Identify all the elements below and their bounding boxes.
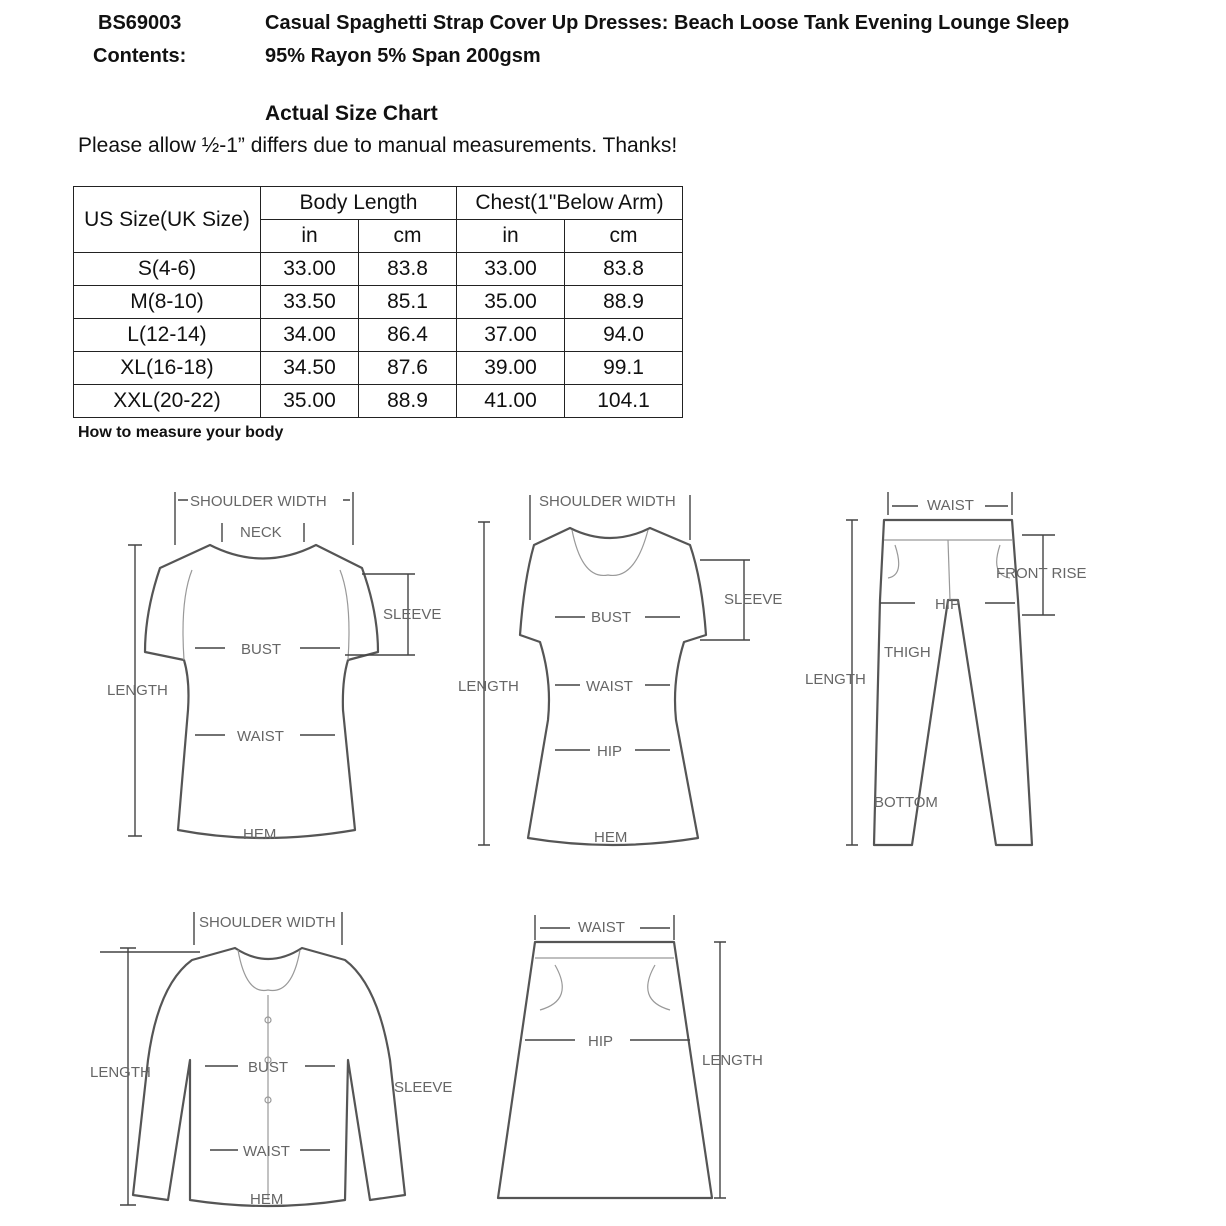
cell-chest-cm: 99.1 xyxy=(565,352,683,385)
measurement-note: Please allow ½-1” differs due to manual measurements. Thanks! xyxy=(78,134,678,157)
shirt-sleeve-label: SLEEVE xyxy=(394,1079,453,1096)
dress-hip-label: HIP xyxy=(597,743,623,760)
tshirt-shoulder-label: SHOULDER WIDTH xyxy=(190,493,327,510)
pants-hip-label: HIP xyxy=(935,596,961,613)
cell-chest-cm: 83.8 xyxy=(565,253,683,286)
cell-chest-cm: 104.1 xyxy=(565,385,683,418)
cell-body-in: 34.00 xyxy=(261,319,359,352)
cell-body-cm: 87.6 xyxy=(359,352,457,385)
product-title: Casual Spaghetti Strap Cover Up Dresses: Beach Loose Tank Evening Lounge Sleep xyxy=(265,12,1070,34)
how-to-measure-heading: How to measure your body xyxy=(78,424,284,441)
dress-length-label: LENGTH xyxy=(458,678,519,695)
tshirt-diagram xyxy=(107,492,441,843)
tshirt-length-label: LENGTH xyxy=(107,682,168,699)
dress-waist-label: WAIST xyxy=(586,678,633,695)
tshirt-hem-label: HEM xyxy=(243,826,277,843)
cell-body-cm: 85.1 xyxy=(359,286,457,319)
product-sku: BS69003 xyxy=(98,12,182,34)
shirt-shoulder-label: SHOULDER WIDTH xyxy=(199,914,336,931)
cell-chest-cm: 94.0 xyxy=(565,319,683,352)
cell-chest-in: 33.00 xyxy=(457,253,565,286)
contents-label: Contents: xyxy=(93,45,187,67)
cell-body-in: 33.00 xyxy=(261,253,359,286)
contents-value: 95% Rayon 5% Span 200gsm xyxy=(265,45,541,67)
cell-body-in: 35.00 xyxy=(261,385,359,418)
shirt-diagram xyxy=(90,912,452,1208)
cell-size: L(12-14) xyxy=(74,319,261,352)
skirt-length-label: LENGTH xyxy=(702,1052,763,1069)
pants-thigh-label: THIGH xyxy=(884,644,931,661)
cell-body-cm: 83.8 xyxy=(359,253,457,286)
pants-bottom-label: BOTTOM xyxy=(874,794,938,811)
header-body-length: Body Length xyxy=(261,187,457,220)
dress-sleeve-label: SLEEVE xyxy=(724,591,783,608)
dress-shoulder-label: SHOULDER WIDTH xyxy=(539,493,676,510)
pants-diagram xyxy=(805,492,1087,845)
shirt-waist-label: WAIST xyxy=(243,1143,290,1160)
cell-chest-in: 37.00 xyxy=(457,319,565,352)
cell-chest-in: 35.00 xyxy=(457,286,565,319)
cell-size: XL(16-18) xyxy=(74,352,261,385)
header-size: US Size(UK Size) xyxy=(74,187,261,253)
unit-cm: cm xyxy=(359,220,457,253)
tshirt-neck-label: NECK xyxy=(240,524,282,541)
tshirt-sleeve-label: SLEEVE xyxy=(383,606,442,623)
cell-size: XXL(20-22) xyxy=(74,385,261,418)
cell-chest-in: 41.00 xyxy=(457,385,565,418)
cell-body-in: 34.50 xyxy=(261,352,359,385)
shirt-length-label: LENGTH xyxy=(90,1064,151,1081)
tshirt-waist-label: WAIST xyxy=(237,728,284,745)
dress-diagram xyxy=(458,493,782,846)
cell-chest-in: 39.00 xyxy=(457,352,565,385)
unit-in: in xyxy=(457,220,565,253)
cell-body-cm: 86.4 xyxy=(359,319,457,352)
cell-body-in: 33.50 xyxy=(261,286,359,319)
header-chest: Chest(1"Below Arm) xyxy=(457,187,683,220)
size-chart-title: Actual Size Chart xyxy=(265,102,438,125)
pants-front-rise-label: FRONT RISE xyxy=(996,565,1087,582)
tshirt-bust-label: BUST xyxy=(241,641,282,658)
dress-bust-label: BUST xyxy=(591,609,632,626)
cell-body-cm: 88.9 xyxy=(359,385,457,418)
dress-hem-label: HEM xyxy=(594,829,628,846)
skirt-hip-label: HIP xyxy=(588,1033,614,1050)
skirt-diagram xyxy=(498,915,763,1198)
unit-cm: cm xyxy=(565,220,683,253)
cell-chest-cm: 88.9 xyxy=(565,286,683,319)
shirt-bust-label: BUST xyxy=(248,1059,289,1076)
unit-in: in xyxy=(261,220,359,253)
cell-size: M(8-10) xyxy=(74,286,261,319)
pants-waist-label: WAIST xyxy=(927,497,974,514)
shirt-hem-label: HEM xyxy=(250,1191,284,1208)
pants-length-label: LENGTH xyxy=(805,671,866,688)
skirt-waist-label: WAIST xyxy=(578,919,625,936)
cell-size: S(4-6) xyxy=(74,253,261,286)
